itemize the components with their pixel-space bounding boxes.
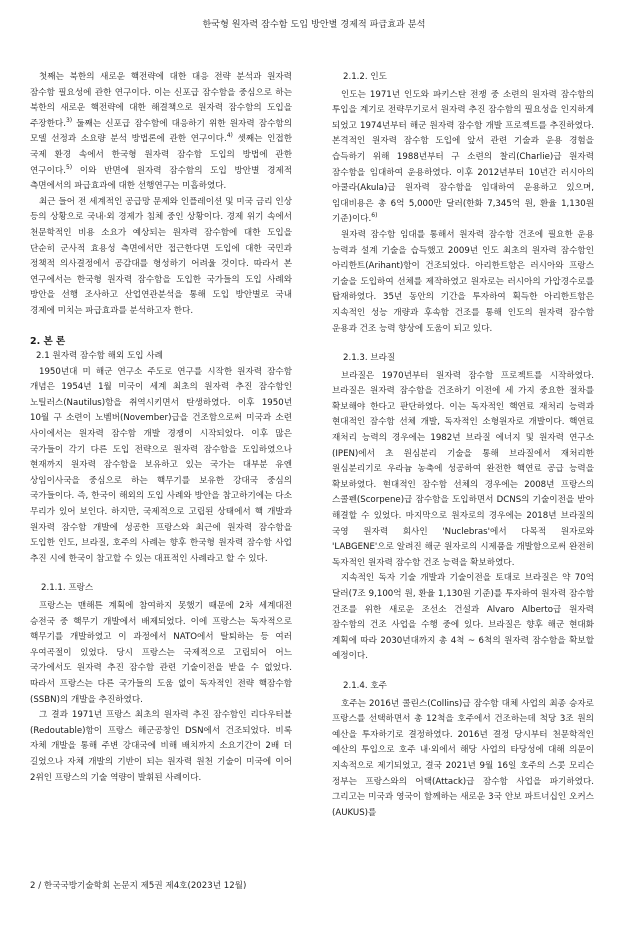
page-footer: 2 / 한국국방기술학회 논문지 제5권 제4호(2023년 12월) [30, 881, 247, 891]
left-column [30, 70, 292, 786]
subsection-heading-2-1: 2.1 원자력 잠수함 해외 도입 사례 [36, 351, 163, 362]
subsection-heading-france: 2.1.1. 프랑스 [41, 583, 94, 594]
body-paragraph-india-1: 인도는 1971년 인도와 파키스탄 전쟁 중 소련의 원자력 잠수함의 투입을 계기로 전략무기로서 원자력 추진 잠수함의 필요성을 인지하게 되었고 1974년부터 해군 원자력 잠수함 개발 프로젝트를 추진하였다. 본격적인 원자력 잠수함 도입에 앞서 관련 기술과 운용 경험을 습득하기 위해 1988년부터 구 소련의 찰리(Charlie)급 원자력 잠수함을 임대하여 운용하였다. 이후 2012년부터 10년간 러시아의 아쿨라(Akula)급 원자력 잠수함을 임대하여 운용하고 있으며, 임대비용은 총 6억 5,000만 달러(한화 7,345억 원, 환율 1,130원 기준)이다.$^{6)}$ [332, 89, 594, 225]
section-heading-main-body: 2. 본 론 [30, 335, 66, 347]
footnote-ref: 6) [371, 212, 378, 220]
footnote-ref: 5) [65, 163, 73, 171]
right-column [332, 70, 594, 821]
footnote-ref: 3) [65, 116, 73, 124]
body-paragraph-2-1: 1950년대 미 해군 연구소 주도로 연구를 시작한 원자력 잠수함 개념은 1954년 1월 미국이 세계 최초의 원자력 추진 잠수함인 노틸러스(Nautilus)함을 취역시키면서 탄생하였다. 이후 1950년 10월 구 소련이 노벰버(November)급을 건조함으로써 미국과 소련 사이에서는 원자력 잠수함 개발 경쟁이 시작되었다. 이후 많은 국가들이 각기 다른 도입 전략으로 원자력 잠수함을 도입하였으나 현재까지 원자력 잠수함을 보유하고 있는 국가는 대부분 유엔 상임이사국을 중심으로 하는 핵무기를 보유한 강대국 중심의 국가들이다. 즉, 한국이 해외의 도입 사례와 방안을 참고하기에는 다소 무리가 있어 보인다. 하지만, 국제적으로 고립된 상태에서 핵 개발과 원자력 잠수함 개발에 성공한 프랑스와 최근에 원자력 잠수함을 도입한 인도, 브라질, 호주의 사례는 향후 한국형 원자력 잠수함 사업 추진 시에 한국이 참고할 수 있는 대표적인 사례라고 할 수 있다. [30, 366, 292, 564]
intro-paragraph-2: 최근 들어 전 세계적인 공급망 문제와 인플레이션 및 미국 금리 인상 등의 상황으로 국내·외 경제가 침체 중인 상황이다. 경제 위기 속에서 천문학적인 비용 소요가 예상되는 원자력 잠수함에 대한 도입을 단순히 군사적 효용성 측면에서만 접근한다면 도입에 대한 국민과 정책적 의사결정에서 공감대를 형성하기 어려울 것이다. 따라서 본 연구에서는 한국형 원자력 잠수함을 도입한 국가들의 도입 사례와 방안을 선행 조사하고 산업연관분석을 통해 도입 방안별로 국내 경제에 미치는 파급효과를 분석하고자 한다. [30, 196, 292, 316]
body-paragraph-india-2: 원자력 잠수함 임대를 통해서 원자력 잠수함 건조에 필요한 운용 능력과 설계 기술을 습득했고 2009년 인도 최초의 원자력 잠수함인 아리한트(Arihant)함이 건조되었다. 아리한트함은 러시아와 프랑스 기술을 도입하여 선체를 제작하였고 원자로는 러시아의 가압경수로를 탑재하였다. 35년 동안의 기간을 투자하여 획득한 아리한트함은 지속적인 성능 개량과 후속함 건조를 통해 인도의 원자력 잠수함 운용과 건조 능력 향상에 도움이 되고 있다. [332, 229, 594, 334]
subsection-heading-india: 2.1.2. 인도 [343, 72, 387, 82]
running-title: 한국형 원자력 잠수함 도입 방안별 경제적 파급효과 분석 [202, 20, 426, 30]
body-paragraph-australia-1: 호주는 2016년 콜린스(Collins)급 잠수함 대체 사업의 최종 승자로 프랑스를 선택하면서 총 12척을 호주에서 건조하는데 척당 3조 원의 예산을 투자하기로 결정하였다. 2016년 결정 당시부터 천문학적인 예산의 투입으로 호주 내·외에서 해당 사업의 타당성에 대해 의문이 지속적으로 제기되었고, 결국 2021년 9월 16일 호주의 스콧 모리슨 정부는 프랑스와의 어택(Attack)급 잠수함 사업을 파기하였다. 그리고는 미국과 영국이 함께하는 새로운 3국 안보 파트너십인 오커스(AUKUS)를 [332, 698, 594, 818]
body-paragraph-brazil-2: 지속적인 독자 기술 개발과 기술이전을 토대로 브라질은 약 70억 달러(7조 9,100억 원, 환율 1,130원 기준)를 투자하여 원자력 잠수함 건조를 위한 새로운 조선소 건설과 Alvaro Alberto급 원자력 잠수함의 건조 사업을 수행 중에 있다. 브라질은 향후 해군 현대화 계획에 따라 2030년대까지 총 4척 ~ 6척의 원자력 잠수함을 확보할 예정이다. [332, 573, 594, 662]
subsection-heading-australia: 2.1.4. 호주 [343, 680, 387, 691]
subsection-heading-brazil: 2.1.3. 브라질 [343, 353, 396, 364]
body-paragraph-france-2: 그 결과 1971년 프랑스 최초의 원자력 추진 잠수함인 리다우터블(Redoutable)함이 프랑스 해군공창인 DSN에서 건조되었다. 비록 자체 개발을 통해 주변 강대국에 비해 배치까지 소요기간이 2배 더 길었으나 자체 개발의 기반이 되는 원자력 원천 기술이 미국에 이어 2위인 프랑스의 기술 역량이 발휘된 사례이다. [30, 710, 292, 783]
footnote-ref: 4) [226, 132, 233, 140]
intro-paragraph: 첫째는 북한의 새로운 핵전략에 대한 대응 전략 분석과 원자력 잠수함 필요성에 관한 연구이다. 이는 신포급 잠수함을 중심으로 하는 북한의 새로운 핵전략에 대한 해결책으로 원자력 잠수함의 도입을 주장한다.$^{3)}$ 둘째는 신포급 잠수함에 대응하기 위한 원자력 잠수함의 모델 선정과 소요량 분석 방법론에 관한 연구이다.$^{4)}$ 셋째는 인접한 국제 환경 속에서 한국형 원자력 잠수함 도입의 방법에 관한 연구이다.$^{5)}$ 이와 반면에 원자력 잠수함의 도입 방안별 경제적 측면에서의 파급효과에 대한 선행연구는 미흡하였다. [30, 72, 292, 192]
body-paragraph-france-1: 프랑스는 맨해튼 계획에 참여하지 못했기 때문에 2차 세계대전 승전국 중 핵무기 개발에서 배제되었다. 이에 프랑스는 독자적으로 핵무기를 개발하였고 이 과정에서 NATO에서 탈퇴하는 등 여러 우여곡절이 있었다. 당시 프랑스는 국제적으로 고립되어 어느 국가에서도 원자력 추진 잠수함 관련 기술이전을 받을 수 없었다. 따라서 프랑스는 다른 국가들의 도움 없이 독자적인 전략 핵잠수함(SSBN)의 개발을 추진하였다. [30, 601, 292, 705]
body-paragraph-brazil-1: 브라질은 1970년부터 원자력 잠수함 프로젝트를 시작하였다. 브라질은 원자력 잠수함을 건조하기 이전에 세 가지 중요한 절차를 확보해야 한다고 판단하였다. 이는 독자적인 핵연료 재처리 능력과 현대적인 잠수함 선체 개발, 독자적인 소형원자로 개발이다. 핵연료 재처리 능력의 경우에는 1982년 브라질 에너지 및 원자력 연구소(IPEN)에서 초 원심분리 기술을 통해 브라질에서 재처리한 원심분리기로 우라늄 농축에 성공하여 완전한 핵연료 공급 능력을 확보하였다. 현대적인 잠수함 선체의 경우에는 2008년 프랑스의 스콜펜(Scorpene)급 잠수함을 도입하면서 DCNS의 기술이전을 받아 해결할 수 있었다. 마지막으로 원자로의 경우에는 2018년 브라질의 국영 원자력 회사인 'Nuclebras'에서 다목적 원자로와 'LABGENE'으로 알려진 해군 원자로의 시제품을 개발함으로써 완전히 독자적인 원자력 잠수함 건조 능력을 확보하였다. [332, 370, 594, 568]
